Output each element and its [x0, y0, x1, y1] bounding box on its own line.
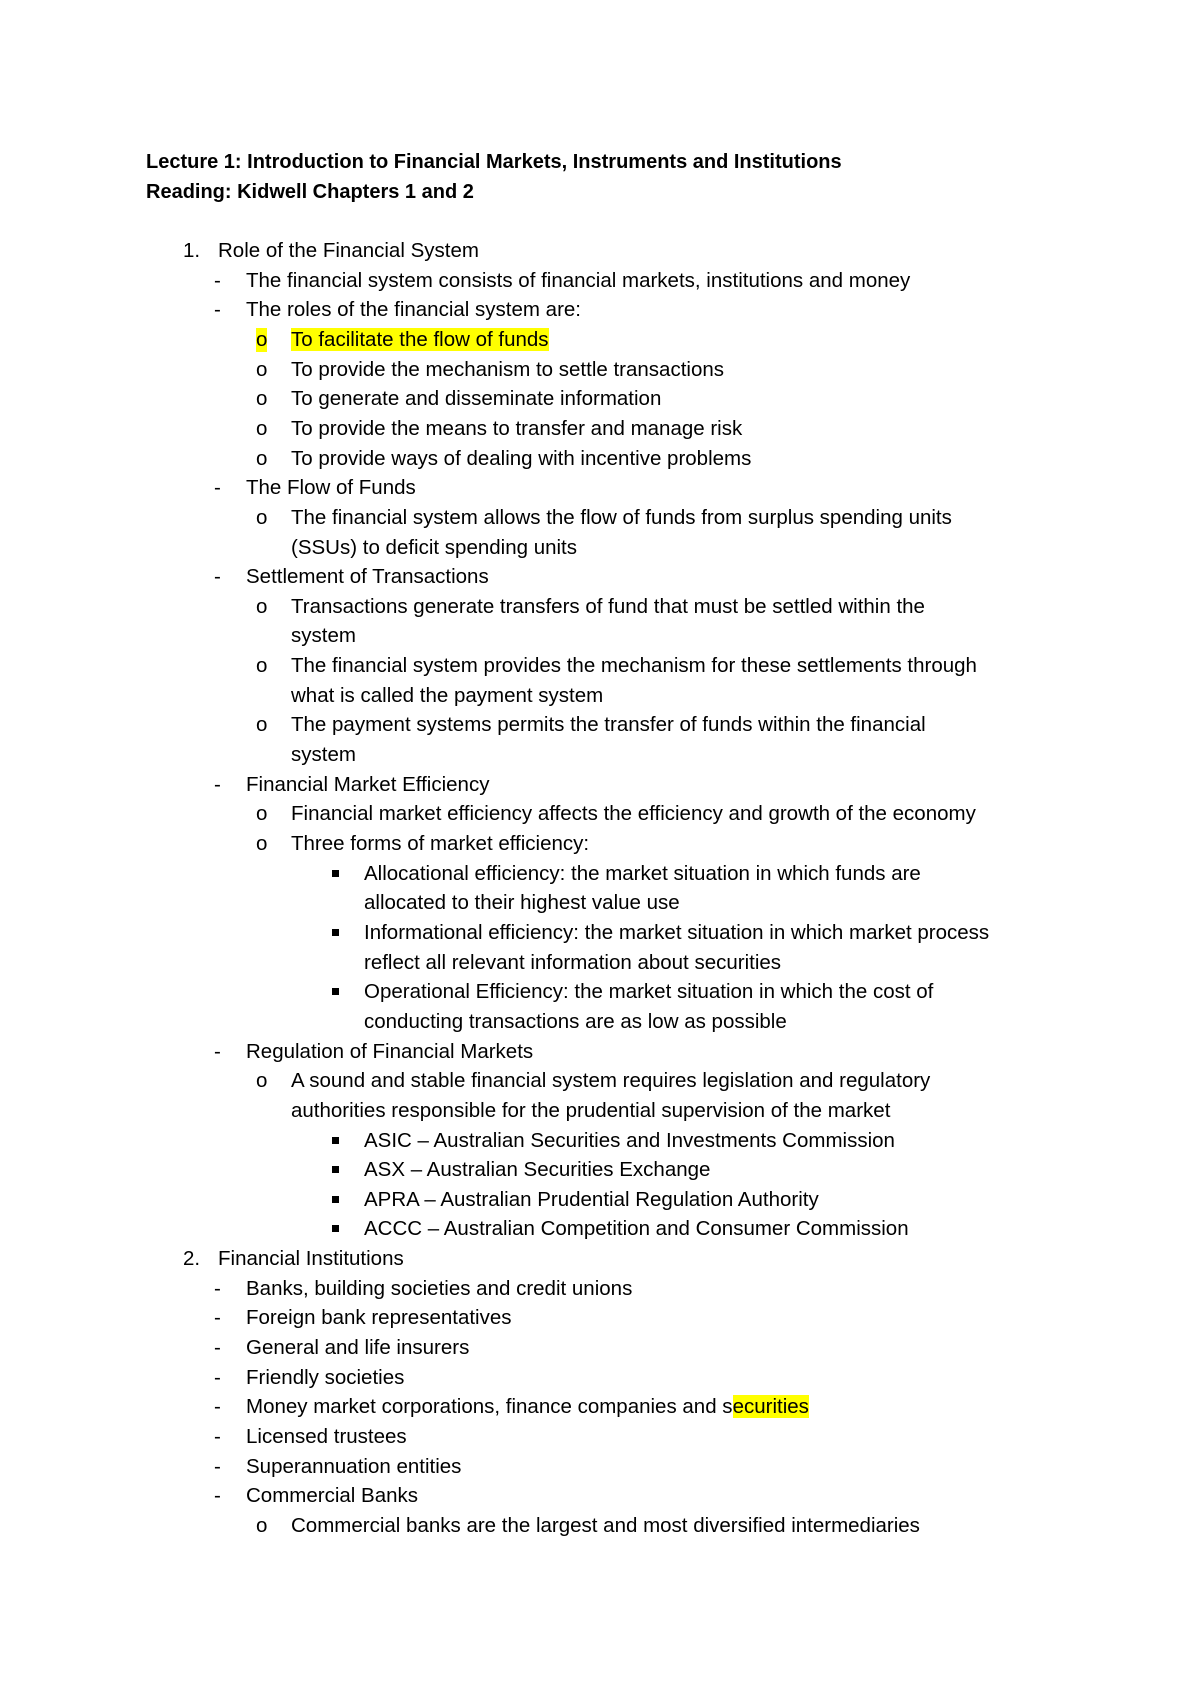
- line-text-content: (SSUs) to deficit spending units: [291, 535, 577, 559]
- line-text-content: reflect all relevant information about securities: [364, 950, 782, 974]
- list-marker: -: [214, 1365, 221, 1389]
- line-text: [246, 1277, 632, 1301]
- list-marker: o: [256, 505, 268, 529]
- line-text: [291, 387, 661, 411]
- line-text-content: The financial system consists of financial markets, institutions and money: [246, 268, 911, 292]
- line-text-content: To provide ways of dealing with incentive problems: [291, 446, 752, 470]
- square-bullet-icon: [332, 870, 339, 877]
- line-text-content: authorities responsible for the prudential supervision of the market: [291, 1098, 891, 1122]
- line-text: [291, 536, 577, 560]
- list-marker: -: [214, 1306, 221, 1330]
- list-marker: -: [214, 1484, 221, 1508]
- list-marker: 1.: [183, 239, 201, 262]
- line-text-content: Transactions generate transfers of fund that must be settled within the: [291, 594, 925, 618]
- line-text-content: To provide the mechanism to settle transactions: [291, 357, 724, 381]
- list-marker: o: [256, 1513, 268, 1537]
- reading-line: Reading: Kidwell Chapters 1 and 2: [146, 181, 474, 203]
- line-text: [291, 1514, 920, 1538]
- list-marker: o: [256, 416, 268, 440]
- line-text-content: Financial Institutions: [218, 1247, 404, 1271]
- line-text-content: Financial market efficiency affects the efficiency and growth of the economy: [291, 802, 976, 826]
- line-text-content: Commercial banks are the largest and most diversified intermediaries: [291, 1513, 920, 1537]
- line-text-content: Informational efficiency: the market situation in which market process: [364, 920, 990, 944]
- list-marker: o: [256, 832, 268, 855]
- line-text-content: what is called the payment system: [291, 683, 604, 707]
- line-text: [246, 298, 581, 322]
- line-text: [364, 891, 680, 915]
- line-text-content: Operational Efficiency: the market situation in which the cost of: [364, 980, 934, 1004]
- line-text-content: Foreign bank representatives: [246, 1306, 512, 1330]
- line-text: [291, 654, 977, 678]
- line-text: [364, 1010, 787, 1034]
- list-marker: -: [214, 1395, 221, 1419]
- line-text: [291, 447, 751, 471]
- line-text: [291, 684, 603, 708]
- line-text-content: system: [291, 743, 356, 767]
- line-text: [291, 595, 925, 619]
- line-text: [291, 624, 356, 648]
- list-marker: -: [214, 298, 221, 322]
- line-text: [291, 713, 926, 737]
- line-text: [291, 1099, 890, 1123]
- square-bullet-icon: [332, 988, 339, 995]
- line-text-content: The financial system allows the flow of funds from surplus spending units: [291, 505, 952, 529]
- line-text: [364, 1158, 710, 1182]
- line-text: [246, 565, 489, 589]
- list-marker: o: [256, 594, 268, 618]
- line-text-content: Commercial Banks: [246, 1484, 419, 1508]
- line-text: [246, 1395, 809, 1419]
- line-text: [218, 1247, 404, 1271]
- line-text: [364, 1129, 895, 1153]
- line-text: [246, 773, 489, 797]
- line-text-content: Financial Market Efficiency: [246, 772, 490, 796]
- line-text-content: To facilitate the flow of funds: [291, 327, 549, 351]
- line-text: [218, 239, 479, 263]
- line-text-content: A sound and stable financial system requires legislation and regulatory: [291, 1069, 931, 1093]
- highlighted-text: ecurities: [732, 1395, 809, 1419]
- line-text-content: system: [291, 624, 356, 648]
- list-marker: -: [214, 1039, 221, 1063]
- line-text: [291, 358, 724, 382]
- line-text-content: ACCC – Australian Competition and Consumer Commission: [364, 1217, 909, 1241]
- line-text-content: APRA – Australian Prudential Regulation Authority: [364, 1187, 819, 1211]
- line-text: [246, 1484, 418, 1508]
- list-marker: -: [214, 1425, 221, 1448]
- list-marker: o: [256, 357, 268, 381]
- line-text: [291, 832, 589, 856]
- line-text: [364, 862, 921, 886]
- line-text: [246, 1306, 512, 1330]
- line-text-content: conducting transactions are as low as possible: [364, 1009, 787, 1033]
- list-marker: -: [214, 1454, 221, 1478]
- line-text-content: The roles of the financial system are:: [246, 298, 581, 322]
- list-marker: -: [214, 1276, 221, 1300]
- line-text-content: The Flow of Funds: [246, 476, 416, 500]
- lecture-title: Lecture 1: Introduction to Financial Markets, Instruments and Institutions: [146, 151, 842, 173]
- line-text-content: Settlement of Transactions: [246, 565, 489, 589]
- line-text: [291, 802, 976, 826]
- list-marker: o: [256, 802, 268, 826]
- line-text-content: Regulation of Financial Markets: [246, 1039, 534, 1063]
- line-text-content: General and life insurers: [246, 1336, 470, 1360]
- line-text: [291, 328, 549, 352]
- line-text-content: The financial system provides the mechanism for these settlements through: [291, 654, 977, 678]
- line-text-content: Allocational efficiency: the market situation in which funds are: [364, 861, 921, 885]
- line-text-content: Three forms of market efficiency:: [291, 832, 590, 855]
- square-bullet-icon: [332, 1137, 339, 1144]
- list-marker: o: [256, 327, 268, 351]
- list-marker: o: [256, 387, 268, 411]
- list-marker: -: [214, 772, 221, 796]
- list-marker: -: [214, 1336, 221, 1360]
- line-text: [246, 269, 910, 293]
- list-marker: o: [256, 654, 268, 678]
- line-text: [291, 743, 356, 767]
- list-marker: o: [256, 713, 268, 737]
- square-bullet-icon: [332, 929, 339, 936]
- line-text: [246, 1366, 404, 1390]
- line-text: [291, 417, 742, 441]
- line-text-content: Licensed trustees: [246, 1425, 407, 1448]
- line-text-content: ASX – Australian Securities Exchange: [364, 1158, 711, 1182]
- line-text-content: Banks, building societies and credit unions: [246, 1276, 633, 1300]
- line-text: [364, 1217, 909, 1241]
- line-text: [246, 476, 416, 500]
- list-marker: -: [214, 476, 221, 500]
- line-text-content: Friendly societies: [246, 1365, 405, 1389]
- list-marker: 2.: [183, 1247, 201, 1271]
- line-text-content: Superannuation entities: [246, 1454, 462, 1478]
- list-marker: -: [214, 565, 221, 589]
- line-text-content: To generate and disseminate information: [291, 387, 662, 411]
- list-marker: o: [256, 1069, 268, 1093]
- line-text-content: Money market corporations, finance companies and s: [246, 1395, 733, 1419]
- line-text-content: The payment systems permits the transfer of funds within the financial: [291, 713, 926, 737]
- line-text: [291, 506, 952, 530]
- line-text: [364, 951, 781, 975]
- line-text-content: To provide the means to transfer and manage risk: [291, 416, 743, 440]
- line-text: [246, 1040, 533, 1064]
- line-text: [364, 921, 989, 945]
- square-bullet-icon: [332, 1196, 339, 1203]
- line-text: [364, 1188, 819, 1212]
- list-marker: -: [214, 268, 221, 292]
- line-text-content: ASIC – Australian Securities and Investments Commission: [364, 1128, 895, 1152]
- line-text: [246, 1455, 461, 1479]
- line-text: [246, 1425, 407, 1449]
- line-text: [291, 1069, 930, 1093]
- line-text: [364, 980, 933, 1004]
- line-text-content: Role of the Financial System: [218, 239, 479, 262]
- line-text: [246, 1336, 469, 1360]
- square-bullet-icon: [332, 1225, 339, 1232]
- list-marker: o: [256, 446, 268, 470]
- square-bullet-icon: [332, 1166, 339, 1173]
- line-text-content: allocated to their highest value use: [364, 891, 680, 915]
